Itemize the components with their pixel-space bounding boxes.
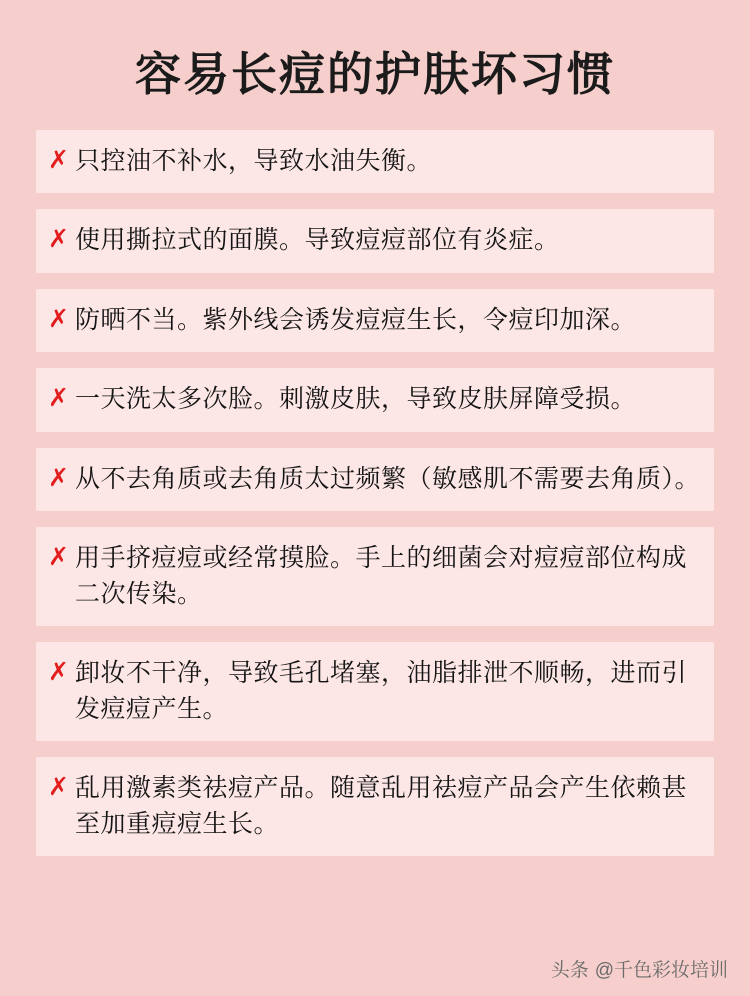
list-item xyxy=(36,209,714,273)
list-item xyxy=(36,289,714,353)
tips-list xyxy=(18,130,732,857)
cross-icon: ✗ xyxy=(48,658,69,686)
list-item-text: 用手挤痘痘或经常摸脸。手上的细菌会对痘痘部位构成二次传染。 xyxy=(74,544,687,608)
list-item xyxy=(36,130,714,194)
cross-icon: ✗ xyxy=(48,304,69,333)
list-item xyxy=(36,368,714,432)
list-item-text: 从不去角质或去角质太过频繁（敏感肌不需要去角质）。 xyxy=(74,464,700,493)
platform-label: 头条 xyxy=(550,960,589,981)
watermark xyxy=(551,955,728,982)
cross-icon: ✗ xyxy=(48,773,69,801)
page-title: 容易长痘的护肤坏习惯 xyxy=(135,48,615,100)
cross-icon: ✗ xyxy=(48,225,69,253)
list-item-text: 使用撕拉式的面膜。导致痘痘部位有炎症。 xyxy=(74,226,560,254)
list-item-text: 乱用激素类祛痘产品。随意乱用祛痘产品会产生依赖甚至加重痘痘生长。 xyxy=(74,774,687,838)
account-label: @千色彩妆培训 xyxy=(594,960,728,981)
cross-icon: ✗ xyxy=(48,463,69,492)
list-item xyxy=(36,642,714,741)
list-item xyxy=(36,448,714,512)
list-item-text: 防晒不当。紫外线会诱发痘痘生长，令痘印加深。 xyxy=(74,305,636,334)
list-item-text: 只控油不补水，导致水油失衡。 xyxy=(74,146,432,175)
cross-icon: ✗ xyxy=(48,384,69,412)
cross-icon: ✗ xyxy=(48,145,69,174)
cross-icon: ✗ xyxy=(48,543,69,571)
list-item xyxy=(36,757,714,856)
list-item-text: 卸妆不干净，导致毛孔堵塞，油脂排泄不顺畅，进而引发痘痘产生。 xyxy=(74,659,687,723)
list-item xyxy=(36,527,714,626)
list-item-text: 一天洗太多次脸。刺激皮肤，导致皮肤屏障受损。 xyxy=(74,385,636,413)
